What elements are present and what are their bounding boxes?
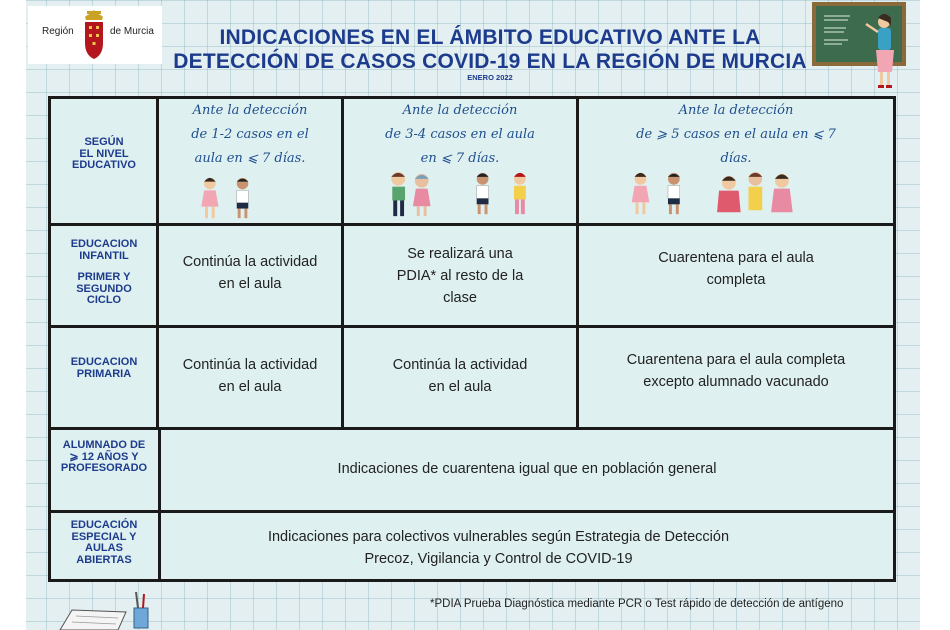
cell-infantil-1-2-cases: Continúa la actividad en el aula bbox=[182, 254, 318, 292]
date-label: ENERO 2022 bbox=[467, 73, 513, 82]
row-label-infantil-primer-segundo-ciclo: EDUCACION INFANTIL PRIMER Y SEGUNDO CICLO bbox=[70, 238, 138, 306]
table-divider-h3 bbox=[51, 427, 893, 430]
cell-especial-merged: Indicaciones para colectivos vulnerables según Estrategia de Detección Precoz, Vigilancia y Control de COVID-19 bbox=[267, 529, 730, 567]
row-label-alumnado-12-profesorado: ALUMNADO DE ⩾ 12 AÑOS Y PROFESORADO bbox=[60, 439, 148, 474]
cell-primaria-5-plus-cases: Cuarentena para el aula completa excepto alumnado vacunado bbox=[626, 352, 846, 390]
row-label-primaria: EDUCACION PRIMARIA bbox=[70, 356, 138, 380]
page-title bbox=[160, 26, 820, 74]
cell-alumnado-12-merged: Indicaciones de cuarentena igual que en población general bbox=[337, 461, 717, 477]
corner-header-label: SEGÚN EL NIVEL EDUCATIVO bbox=[72, 136, 136, 171]
cell-infantil-3-4-cases: Se realizará una PDIA* al resto de la clase bbox=[396, 246, 524, 306]
teacher-at-chalkboard-illustration bbox=[808, 0, 912, 92]
cell-primaria-1-2-cases: Continúa la actividad en el aula bbox=[182, 357, 318, 395]
title-line-1: INDICACIONES EN EL ÁMBITO EDUCATIVO ANTE LA bbox=[219, 26, 761, 49]
table-divider-h1 bbox=[51, 223, 893, 226]
row-label-especial-aulas-abiertas: EDUCACIÓN ESPECIAL Y AULAS ABIERTAS bbox=[70, 519, 138, 566]
notebook-and-pencil-cup-illustration bbox=[58, 590, 178, 630]
logo-text-de-murcia: de Murcia bbox=[110, 26, 154, 37]
column-header-5-plus-cases: Ante la detección de ⩾ 5 casos en el aula en ⩽ 7 días. bbox=[636, 103, 836, 166]
two-children-illustration bbox=[191, 174, 271, 222]
logo-text-region: Región bbox=[42, 26, 74, 37]
cell-infantil-5-plus-cases: Cuarentena para el aula completa bbox=[658, 250, 814, 288]
group-of-children-illustration bbox=[621, 169, 821, 223]
title-line-2: DETECCIÓN DE CASOS COVID-19 EN LA REGIÓN DE MURCIA bbox=[173, 50, 807, 73]
four-children-illustration bbox=[381, 169, 541, 223]
region-de-murcia-logo bbox=[28, 6, 162, 64]
table-divider-h2 bbox=[51, 325, 893, 328]
page-margin-left bbox=[0, 0, 26, 630]
column-header-1-2-cases: Ante la detección de 1-2 casos en el aula en ⩽ 7 días. bbox=[191, 103, 309, 166]
coat-of-arms-icon bbox=[80, 9, 108, 61]
table-divider-h4 bbox=[51, 510, 893, 513]
column-header-3-4-cases: Ante la detección de 3-4 casos en el aula en ⩽ 7 días. bbox=[385, 103, 535, 166]
page-margin-right bbox=[920, 0, 950, 630]
pdia-footnote: *PDIA Prueba Diagnóstica mediante PCR o Test rápido de detección de antígeno bbox=[430, 598, 844, 610]
indications-table bbox=[48, 96, 896, 582]
cell-primaria-3-4-cases: Continúa la actividad en el aula bbox=[392, 357, 528, 395]
